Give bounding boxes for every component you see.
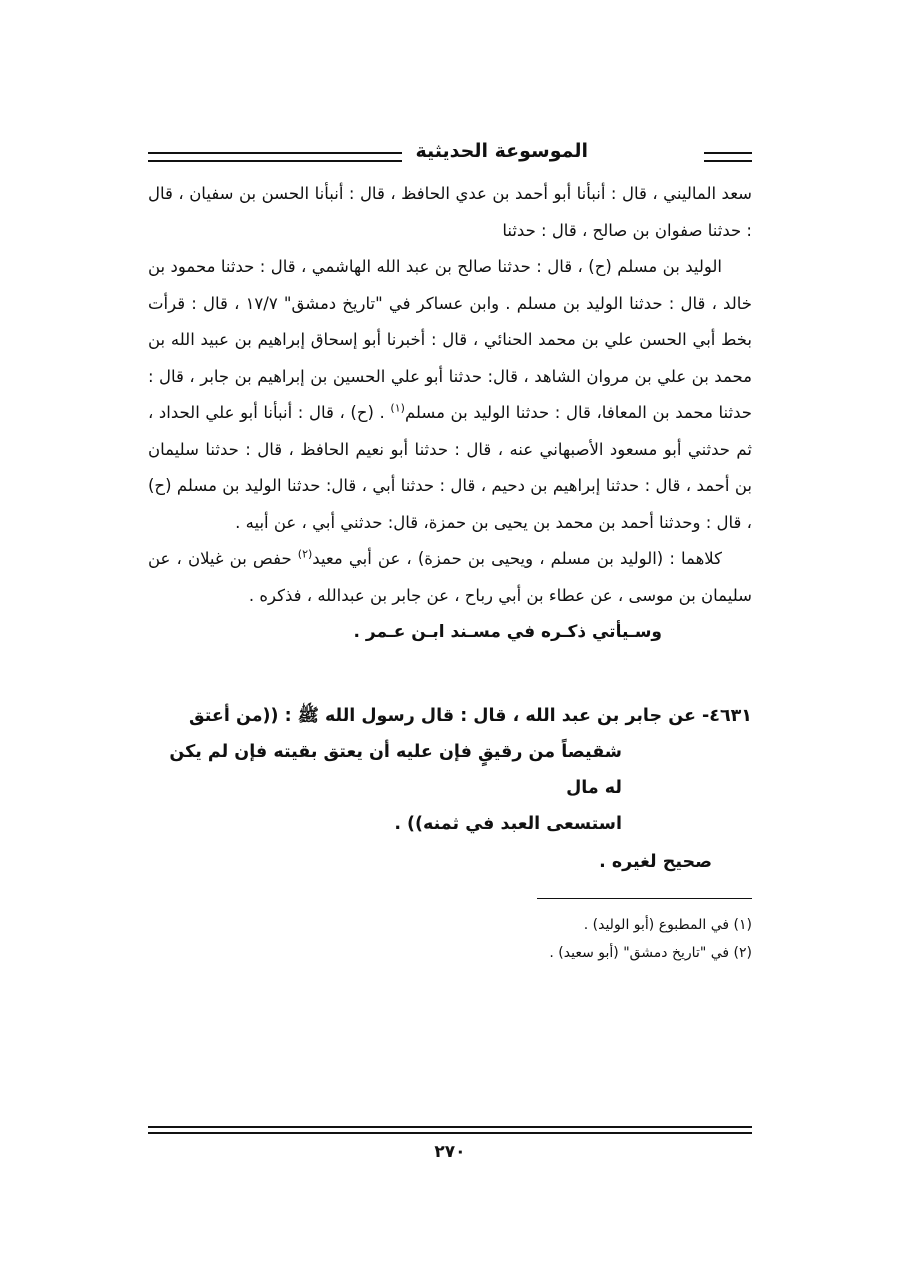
paragraph-isnad-2-part-b: . (ح) ، قال : أنبأنا أبو علي الحداد ، ثم حدثني أبو مسعود الأصبهاني عنه ، قال : حدثنا أبو نعيم الحافظ ، قال : حدثنا سليمان بن أحمد ، قال : حدثنا إبراهيم بن دحيم ، قال : حدثنا أبي ، قال: حدثنا الوليد بن مسلم (ح) ، قال : وحدثنا أحمد بن محمد بن يحيى بن حمزة، قال: حدثني أبي ، عن أبيه . <box>148 403 752 532</box>
paragraph-isnad-3 <box>148 541 752 614</box>
hadith-line-3: استسعى العبد في ثمنه)) . <box>394 814 622 834</box>
hadith-text <box>148 698 752 842</box>
footer-rule <box>148 1126 752 1134</box>
page-body <box>148 138 752 967</box>
footnote-1: (١) في المطبوع (أبو الوليد) . <box>583 917 752 933</box>
paragraph-isnad-3-part-a: كلاهما : (الوليد بن مسلم ، ويحيى بن حمزة) ، عن أبي معيد <box>312 549 722 568</box>
footnote-ref-1[interactable]: (١) <box>390 401 405 415</box>
paragraph-isnad-2 <box>148 249 752 541</box>
page-number: ٢٧٠ <box>434 1142 466 1162</box>
footnote-separator <box>537 898 752 899</box>
hadith-line-1: ٤٦٣١- عن جابر بن عبد الله ، قال : قال رسول الله ﷺ : ((من أعتق <box>188 706 752 726</box>
header-title: الموسوعة الحديثية <box>402 140 603 162</box>
header-rule-right <box>704 152 752 162</box>
paragraph-isnad-3-part-b: حفص بن غيلان ، عن سليمان بن موسى ، عن عطاء بن أبي رباح ، عن جابر بن عبدالله ، فذكره . <box>148 549 752 605</box>
hadith-grade: صحيح لغيره . <box>599 852 712 872</box>
footnote-ref-2[interactable]: (٢) <box>297 547 313 561</box>
paragraph-isnad-2-part-a: الوليد بن مسلم (ح) ، قال : حدثنا صالح بن عبد الله الهاشمي ، قال : حدثنا محمود بن خالد ، قال : حدثنا الوليد بن مسلم . وابن عساكر في "تاريخ دمشق" ١٧/٧ ، قال : قرأت بخط أبي الحسن علي بن محمد الحنائي ، قال : أخبرنا أبو إسحاق إبراهيم بن عبيد الله بن محمد بن علي بن مروان الشاهد ، قال: حدثنا أبو علي الحسين بن إبراهيم بن جابر ، قال : حدثنا محمد بن المعافا، قال : حدثنا الوليد بن مسلم <box>148 257 752 422</box>
footnote-2: (٢) في "تاريخ دمشق" (أبو سعيد) . <box>549 945 752 961</box>
paragraph-isnad-1: سعد الماليني ، قال : أنبأنا أبو أحمد بن عدي الحافظ ، قال : أنبأنا الحسن بن سفيان ، قال : حدثنا صفوان بن صالح ، قال : حدثنا <box>148 184 752 240</box>
hadith-line-2: شقيصاً من رقيقٍ فإن عليه أن يعتق بقيته فإن لم يكن له مال <box>169 742 622 798</box>
running-header <box>148 138 752 172</box>
footnotes <box>148 911 752 967</box>
cross-reference-note: وسـيأتي ذكـره في مسـند ابـن عـمر . <box>353 622 662 642</box>
